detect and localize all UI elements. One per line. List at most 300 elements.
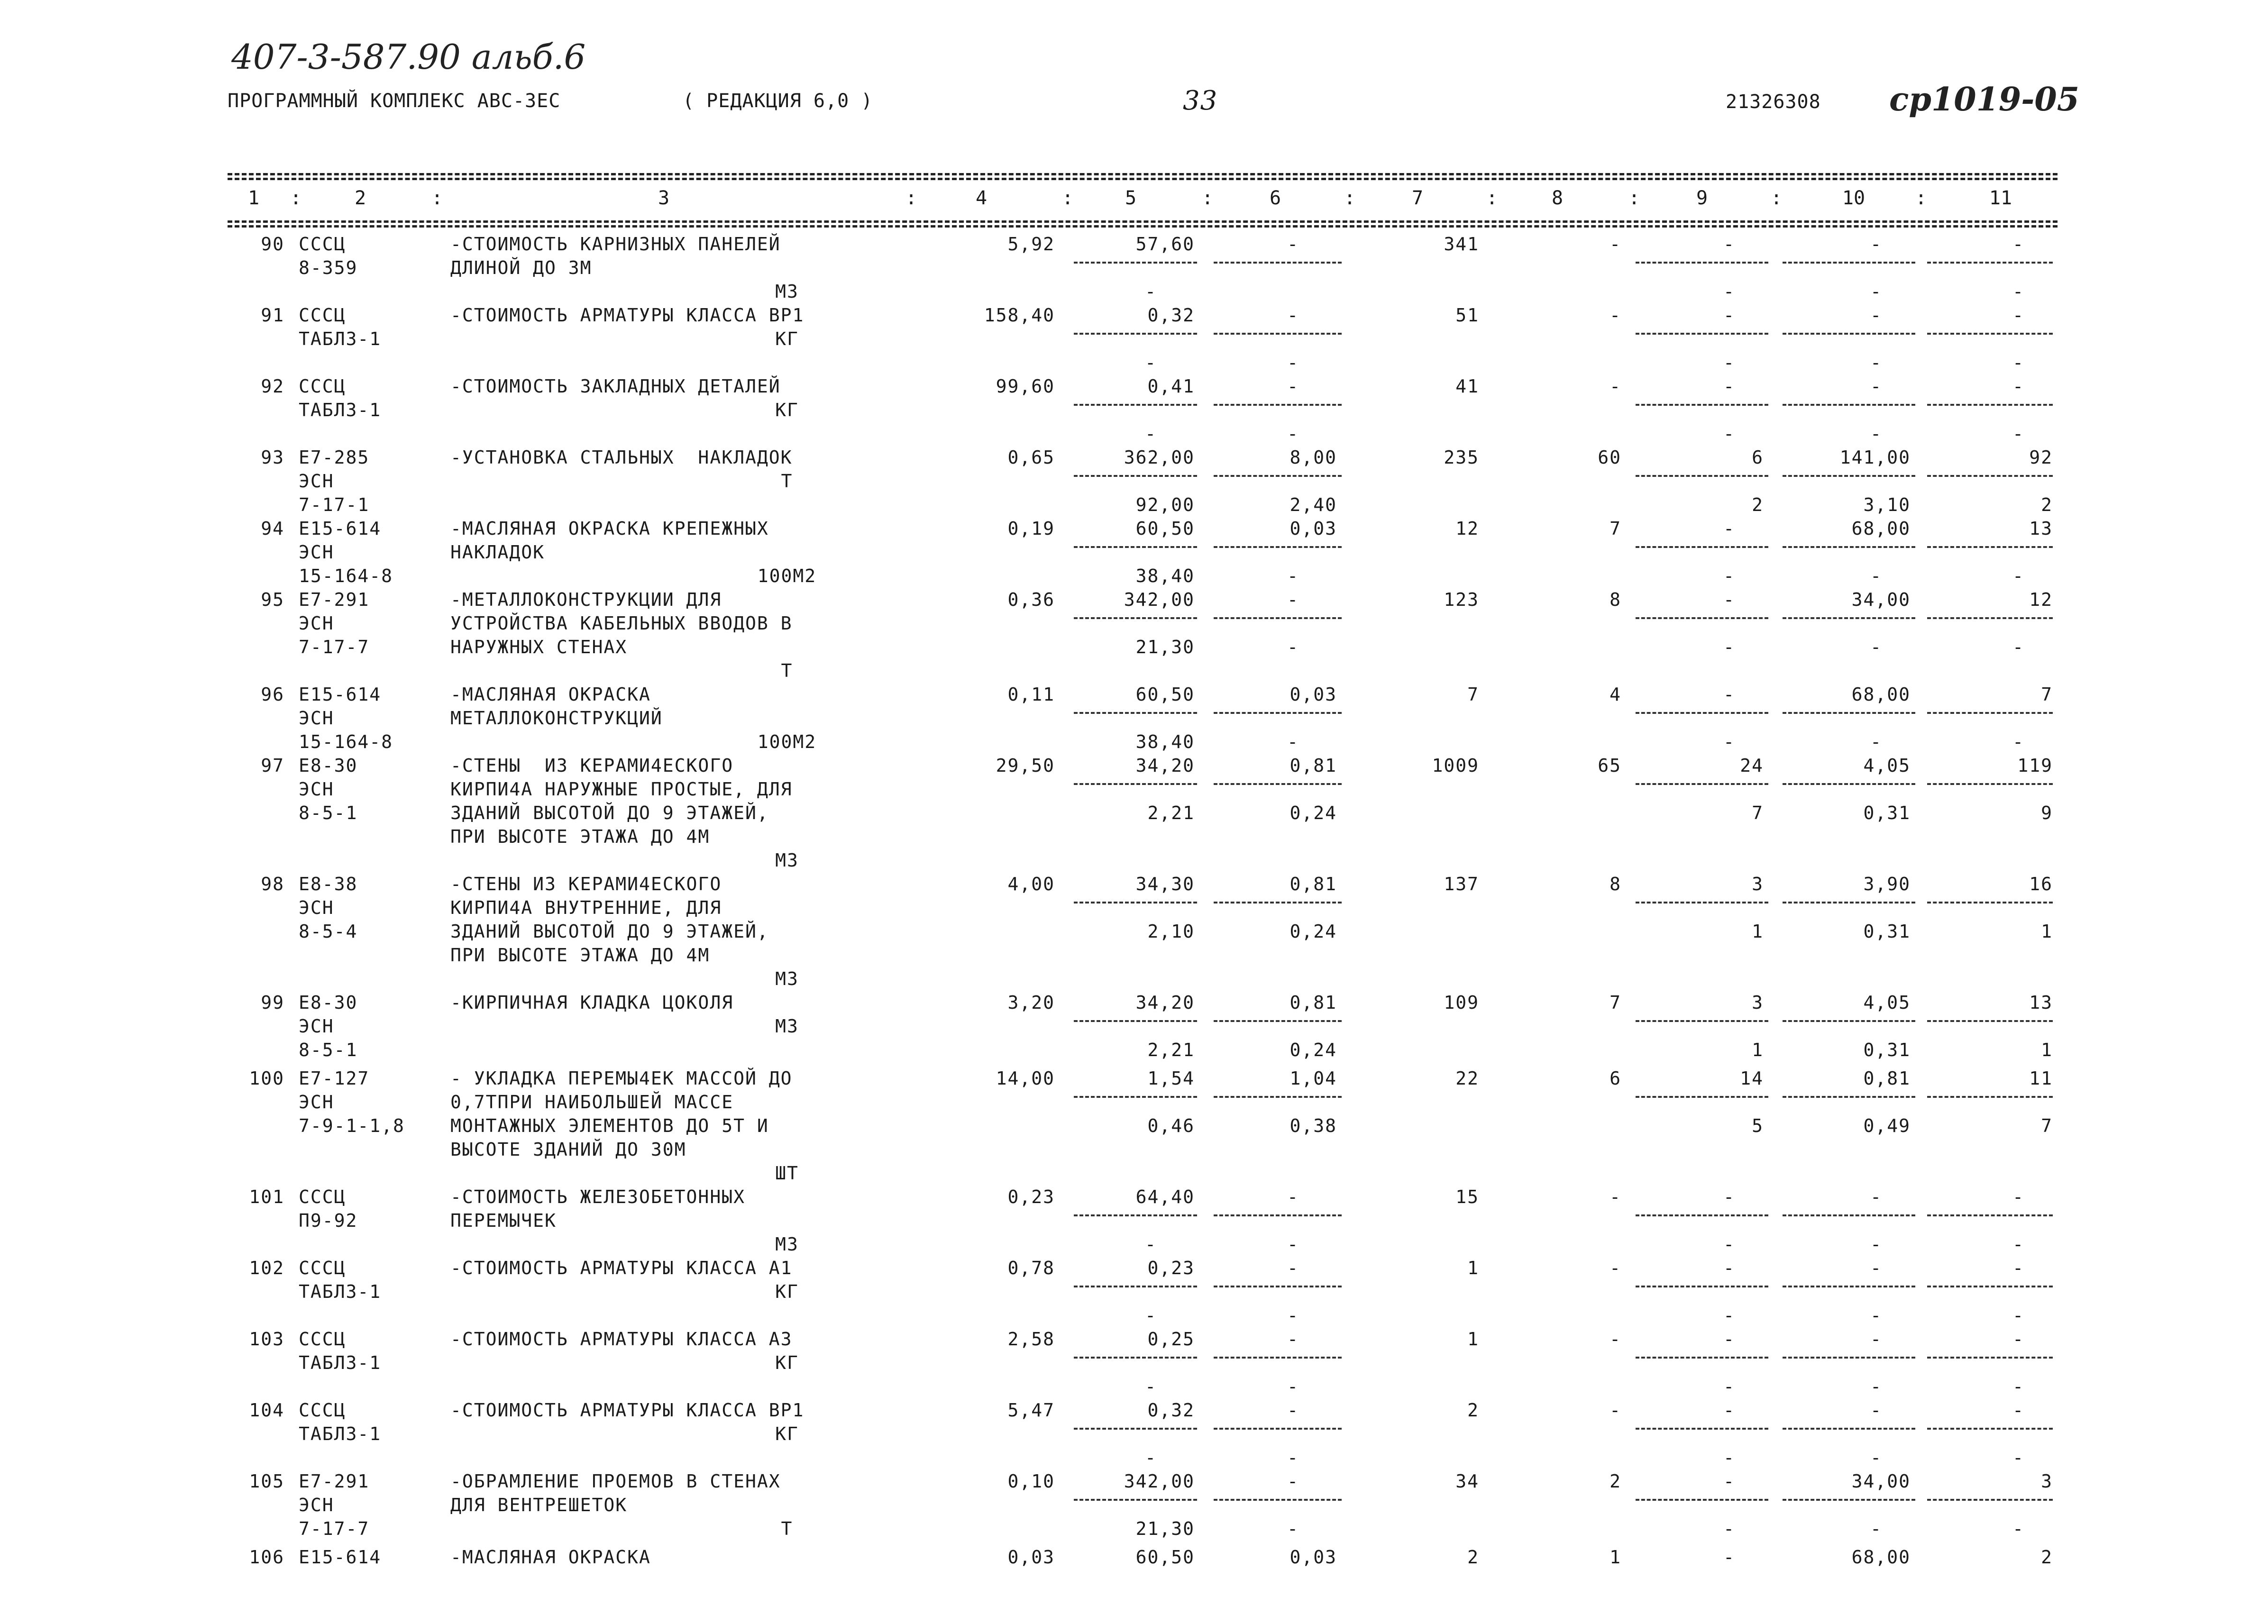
machine-total-value: - <box>1723 518 1735 539</box>
unit-cost-value: 60,50 <box>1135 1547 1195 1568</box>
cell-divider <box>1783 1020 1915 1022</box>
cell-divider <box>1783 1286 1915 1287</box>
machine-total-value-secondary: - <box>1723 281 1735 302</box>
cell-divider <box>1074 1428 1197 1430</box>
unit-of-measure: М3 <box>775 968 799 989</box>
cell-divider <box>1636 1428 1768 1430</box>
column-header-5: 5 <box>1125 187 1137 209</box>
norm-code: 8-5-1 <box>299 1040 358 1060</box>
labor-total-value: - <box>2012 376 2024 397</box>
labor-total-value-secondary: 9 <box>2041 803 2053 823</box>
unit-of-measure: КГ <box>775 1423 799 1444</box>
unit-of-measure: М3 <box>775 1234 799 1255</box>
machine-total-value-secondary: - <box>1723 566 1735 586</box>
column-header-6: 6 <box>1269 187 1281 209</box>
unit-cost-value-secondary: - <box>1145 1305 1157 1326</box>
machine-total-value: 14 <box>1740 1068 1764 1089</box>
machine-total-value-secondary: 1 <box>1752 1040 1764 1060</box>
unit-machine-value-secondary: - <box>1287 1305 1299 1326</box>
cell-divider <box>1927 712 2053 714</box>
labor-value: 0,81 <box>1863 1068 1911 1089</box>
norm-code: 8-5-1 <box>299 803 358 823</box>
norm-code: 8-359 <box>299 257 358 278</box>
machine-total-value-secondary: - <box>1723 1447 1735 1468</box>
work-description: -МАСЛЯНАЯ ОКРАСКА <box>450 684 651 705</box>
unit-cost-value: 0,32 <box>1147 305 1195 326</box>
quantity-value: 0,19 <box>1007 518 1055 539</box>
norm-code: СССЦ <box>299 376 346 397</box>
labor-value: - <box>1870 376 1882 397</box>
work-description: -СТОИМОСТЬ АРМАТУРЫ КЛАССА А1 <box>450 1258 793 1278</box>
edition-label: ( РЕДАКЦИЯ 6,0 ) <box>683 90 873 112</box>
machine-total-value: - <box>1723 234 1735 255</box>
labor-value: - <box>1870 1186 1882 1207</box>
norm-code: СССЦ <box>299 1186 346 1207</box>
column-separator: : <box>1486 187 1498 209</box>
quantity-value: 4,00 <box>1007 874 1055 894</box>
labor-total-value-secondary: - <box>2012 1305 2024 1326</box>
cell-divider <box>1927 783 2053 785</box>
cell-divider <box>1214 712 1342 714</box>
norm-code: СССЦ <box>299 305 346 326</box>
unit-cost-value-secondary: 2,21 <box>1147 1040 1195 1060</box>
handwritten-sheet-code: ср1019-05 <box>1889 81 2080 119</box>
unit-cost-value-secondary: - <box>1145 281 1157 302</box>
labor-value: 68,00 <box>1851 518 1911 539</box>
unit-cost-value: 60,50 <box>1135 518 1195 539</box>
cell-divider <box>1214 1286 1342 1287</box>
work-description: ПЕРЕМЫЧЕК <box>450 1210 557 1231</box>
unit-machine-value-secondary: - <box>1287 423 1299 444</box>
norm-code: 15-164-8 <box>299 731 393 752</box>
unit-of-measure: М3 <box>775 281 799 302</box>
labor-total-value: - <box>2012 1329 2024 1350</box>
norm-code: Е8-30 <box>299 992 358 1013</box>
work-description: -КИРПИЧНАЯ КЛАДКА ЦОКОЛЯ <box>450 992 734 1013</box>
labor-total-value-secondary: 1 <box>2041 1040 2053 1060</box>
unit-cost-value-secondary: 38,40 <box>1135 731 1195 752</box>
labor-value: 141,00 <box>1839 447 1911 468</box>
labor-total-value: 119 <box>2017 755 2053 776</box>
unit-of-measure: КГ <box>775 328 799 349</box>
norm-code: 7-17-7 <box>299 1518 370 1539</box>
labor-value-secondary: 0,49 <box>1863 1115 1911 1136</box>
machine-total-value-secondary: 7 <box>1752 803 1764 823</box>
cell-divider <box>1783 1428 1915 1430</box>
labor-total-value: - <box>2012 1258 2024 1278</box>
norm-code: ТАБЛ3-1 <box>299 1423 382 1444</box>
unit-of-measure: КГ <box>775 400 799 420</box>
total-cost-value: 235 <box>1444 447 1479 468</box>
quantity-value: 0,78 <box>1007 1258 1055 1278</box>
cell-divider <box>1074 783 1197 785</box>
row-number: 105 <box>249 1471 284 1492</box>
cell-divider <box>1636 262 1768 264</box>
work-description: КИРПИ4А ВНУТРЕННИЕ, ДЛЯ <box>450 897 722 918</box>
wages-value: 8 <box>1610 874 1621 894</box>
labor-total-value: 11 <box>2029 1068 2053 1089</box>
wages-value: - <box>1610 234 1621 255</box>
cell-divider <box>1927 1214 2053 1216</box>
unit-machine-value: - <box>1287 234 1299 255</box>
row-number: 91 <box>261 305 284 326</box>
cell-divider <box>1214 1499 1342 1501</box>
quantity-value: 14,00 <box>996 1068 1055 1089</box>
labor-value-secondary: 0,31 <box>1863 921 1911 942</box>
labor-total-value: 92 <box>2029 447 2053 468</box>
cell-divider <box>1927 1020 2053 1022</box>
labor-total-value-secondary: 2 <box>2041 494 2053 515</box>
cell-divider <box>1074 1020 1197 1022</box>
column-header-4: 4 <box>975 187 988 209</box>
unit-of-measure: Т <box>781 660 793 681</box>
unit-machine-value-secondary: - <box>1287 1376 1299 1397</box>
labor-value: - <box>1870 234 1882 255</box>
wages-value: - <box>1610 305 1621 326</box>
norm-code: Е7-285 <box>299 447 370 468</box>
cell-divider <box>1074 1499 1197 1501</box>
cell-divider <box>1783 712 1915 714</box>
unit-of-measure: КГ <box>775 1281 799 1302</box>
machine-total-value: - <box>1723 684 1735 705</box>
work-description: -МЕТАЛЛОКОНСТРУКЦИИ ДЛЯ <box>450 589 722 610</box>
cell-divider <box>1214 1428 1342 1430</box>
cell-divider <box>1927 617 2053 619</box>
unit-cost-value: 342,00 <box>1124 589 1195 610</box>
column-header-11: 11 <box>1989 187 2012 209</box>
machine-total-value: - <box>1723 1258 1735 1278</box>
cell-divider <box>1074 404 1197 406</box>
quantity-value: 0,36 <box>1007 589 1055 610</box>
cell-divider <box>1074 1357 1197 1359</box>
unit-machine-value-secondary: - <box>1287 1447 1299 1468</box>
cell-divider <box>1927 1357 2053 1359</box>
work-description: -СТЕНЫ ИЗ КЕРАМИ4ЕСКОГО <box>450 755 734 776</box>
labor-total-value: - <box>2012 1400 2024 1421</box>
labor-value: 68,00 <box>1851 1547 1911 1568</box>
column-header-2: 2 <box>354 187 366 209</box>
column-separator: : <box>431 187 443 209</box>
norm-code: Е7-291 <box>299 589 370 610</box>
cell-divider <box>1783 475 1915 477</box>
norm-code: СССЦ <box>299 234 346 255</box>
labor-total-value: 13 <box>2029 518 2053 539</box>
cell-divider <box>1214 617 1342 619</box>
labor-value-secondary: - <box>1870 281 1882 302</box>
quantity-value: 3,20 <box>1007 992 1055 1013</box>
column-separator: : <box>1915 187 1927 209</box>
unit-machine-value-secondary: - <box>1287 637 1299 657</box>
total-cost-value: 123 <box>1444 589 1479 610</box>
norm-code: Е15-614 <box>299 684 382 705</box>
column-separator: : <box>1202 187 1214 209</box>
machine-total-value: - <box>1723 1186 1735 1207</box>
work-description: КИРПИ4А НАРУЖНЫЕ ПРОСТЫЕ, ДЛЯ <box>450 779 793 800</box>
unit-cost-value: 34,20 <box>1135 755 1195 776</box>
row-number: 98 <box>261 874 284 894</box>
labor-total-value-secondary: - <box>2012 1447 2024 1468</box>
wages-value: 65 <box>1598 755 1621 776</box>
work-description: 0,7ТПРИ НАИБОЛЬШЕЙ МАССЕ <box>450 1092 734 1113</box>
unit-cost-value-secondary: 0,46 <box>1147 1115 1195 1136</box>
unit-cost-value: 60,50 <box>1135 684 1195 705</box>
cell-divider <box>1214 783 1342 785</box>
unit-cost-value-secondary: 2,10 <box>1147 921 1195 942</box>
cell-divider <box>1074 617 1197 619</box>
unit-machine-value-secondary: - <box>1287 1518 1299 1539</box>
cell-divider <box>1783 404 1915 406</box>
cell-divider <box>1927 1096 2053 1098</box>
total-cost-value: 137 <box>1444 874 1479 894</box>
unit-of-measure: М3 <box>775 1016 799 1037</box>
norm-code: П9-92 <box>299 1210 358 1231</box>
cell-divider <box>1783 1096 1915 1098</box>
quantity-value: 0,65 <box>1007 447 1055 468</box>
quantity-value: 0,10 <box>1007 1471 1055 1492</box>
work-description: НАРУЖНЫХ СТЕНАХ <box>450 637 628 657</box>
unit-of-measure: М3 <box>775 850 799 871</box>
unit-machine-value-secondary: - <box>1287 566 1299 586</box>
program-title: ПРОГРАММНЫЙ КОМПЛЕКС АВС-3ЕС <box>228 90 561 112</box>
cell-divider <box>1927 475 2053 477</box>
labor-value: 4,05 <box>1863 992 1911 1013</box>
norm-code: ЭСН <box>299 1092 334 1113</box>
machine-total-value-secondary: - <box>1723 1305 1735 1326</box>
machine-total-value: - <box>1723 376 1735 397</box>
quantity-value: 5,47 <box>1007 1400 1055 1421</box>
cell-divider <box>1214 1020 1342 1022</box>
work-description: ДЛЯ ВЕНТРЕШЕТОК <box>450 1495 628 1515</box>
labor-value-secondary: - <box>1870 352 1882 373</box>
unit-cost-value: 1,54 <box>1147 1068 1195 1089</box>
labor-total-value-secondary: - <box>2012 1234 2024 1255</box>
cell-divider <box>1214 475 1342 477</box>
unit-machine-value-secondary: 0,38 <box>1289 1115 1337 1136</box>
unit-cost-value-secondary: - <box>1145 352 1157 373</box>
total-cost-value: 1 <box>1467 1258 1479 1278</box>
total-cost-value: 51 <box>1455 305 1479 326</box>
row-number: 95 <box>261 589 284 610</box>
total-cost-value: 22 <box>1455 1068 1479 1089</box>
labor-total-value-secondary: - <box>2012 1518 2024 1539</box>
labor-value-secondary: - <box>1870 1447 1882 1468</box>
machine-total-value: - <box>1723 1329 1735 1350</box>
row-number: 103 <box>249 1329 284 1350</box>
row-number: 106 <box>249 1547 284 1568</box>
row-number: 94 <box>261 518 284 539</box>
wages-value: 6 <box>1610 1068 1621 1089</box>
work-description: УСТРОЙСТВА КАБЕЛЬНЫХ ВВОДОВ В <box>450 613 793 634</box>
unit-machine-value-secondary: 0,24 <box>1289 1040 1337 1060</box>
labor-value: - <box>1870 1329 1882 1350</box>
unit-machine-value: 0,03 <box>1289 1547 1337 1568</box>
norm-code: ТАБЛ3-1 <box>299 1352 382 1373</box>
cell-divider <box>1636 475 1768 477</box>
cell-divider <box>1074 712 1197 714</box>
norm-code: Е15-614 <box>299 1547 382 1568</box>
column-separator: : <box>905 187 917 209</box>
unit-machine-value-secondary: - <box>1287 1234 1299 1255</box>
unit-machine-value-secondary: - <box>1287 352 1299 373</box>
unit-machine-value: - <box>1287 305 1299 326</box>
unit-machine-value: 0,81 <box>1289 874 1337 894</box>
labor-total-value-secondary: - <box>2012 637 2024 657</box>
labor-total-value-secondary: - <box>2012 1376 2024 1397</box>
row-number: 97 <box>261 755 284 776</box>
total-cost-value: 15 <box>1455 1186 1479 1207</box>
total-cost-value: 2 <box>1467 1400 1479 1421</box>
unit-of-measure: Т <box>781 471 793 492</box>
unit-cost-value-secondary: - <box>1145 1447 1157 1468</box>
machine-total-value: - <box>1723 589 1735 610</box>
norm-code: СССЦ <box>299 1400 346 1421</box>
cell-divider <box>1927 1428 2053 1430</box>
unit-cost-value-secondary: 38,40 <box>1135 566 1195 586</box>
work-description: ЗДАНИЙ ВЫСОТОЙ ДО 9 ЭТАЖЕЙ, <box>450 803 769 823</box>
unit-cost-value: 0,41 <box>1147 376 1195 397</box>
column-header-1: 1 <box>247 187 260 209</box>
cell-divider <box>1074 902 1197 903</box>
unit-machine-value-secondary: 0,24 <box>1289 803 1337 823</box>
machine-total-value-secondary: - <box>1723 1376 1735 1397</box>
work-description: -СТЕНЫ ИЗ КЕРАМИ4ЕСКОГО <box>450 874 722 894</box>
cell-divider <box>1783 1357 1915 1359</box>
labor-total-value: 2 <box>2041 1547 2053 1568</box>
cell-divider <box>1074 475 1197 477</box>
labor-value-secondary: - <box>1870 1234 1882 1255</box>
total-cost-value: 1 <box>1467 1329 1479 1350</box>
row-number: 102 <box>249 1258 284 1278</box>
unit-machine-value: - <box>1287 589 1299 610</box>
cell-divider <box>1783 902 1915 903</box>
unit-cost-value-secondary: - <box>1145 423 1157 444</box>
unit-of-measure: Т <box>781 1518 793 1539</box>
unit-of-measure: 100М2 <box>757 566 817 586</box>
norm-code: СССЦ <box>299 1329 346 1350</box>
cell-divider <box>1636 1499 1768 1501</box>
work-description: ЗДАНИЙ ВЫСОТОЙ ДО 9 ЭТАЖЕЙ, <box>450 921 769 942</box>
total-cost-value: 34 <box>1455 1471 1479 1492</box>
cell-divider <box>1636 404 1768 406</box>
norm-code: 7-17-7 <box>299 637 370 657</box>
row-number: 90 <box>261 234 284 255</box>
unit-of-measure: КГ <box>775 1352 799 1373</box>
unit-cost-value-secondary: 21,30 <box>1135 1518 1195 1539</box>
norm-code: ЭСН <box>299 613 334 634</box>
row-number: 92 <box>261 376 284 397</box>
work-description: -СТОИМОСТЬ ЖЕЛЕЗОБЕТОННЫХ <box>450 1186 745 1207</box>
unit-cost-value: 34,20 <box>1135 992 1195 1013</box>
machine-total-value: - <box>1723 1547 1735 1568</box>
cell-divider <box>1783 333 1915 335</box>
unit-machine-value: - <box>1287 1186 1299 1207</box>
cell-divider <box>1927 546 2053 548</box>
labor-value: 3,90 <box>1863 874 1911 894</box>
machine-total-value: - <box>1723 1471 1735 1492</box>
labor-value: 34,00 <box>1851 589 1911 610</box>
cell-divider <box>1636 1214 1768 1216</box>
column-separator: : <box>1771 187 1783 209</box>
cell-divider <box>1636 712 1768 714</box>
labor-value: 34,00 <box>1851 1471 1911 1492</box>
unit-machine-value: 0,81 <box>1289 992 1337 1013</box>
work-description: МЕТАЛЛОКОНСТРУКЦИЙ <box>450 708 663 729</box>
document-number: 21326308 <box>1726 91 1821 113</box>
unit-machine-value: - <box>1287 376 1299 397</box>
norm-code: ТАБЛ3-1 <box>299 400 382 420</box>
unit-machine-value-secondary: 0,24 <box>1289 921 1337 942</box>
column-header-8: 8 <box>1551 187 1564 209</box>
cell-divider <box>1636 1096 1768 1098</box>
machine-total-value-secondary: 2 <box>1752 494 1764 515</box>
row-number: 96 <box>261 684 284 705</box>
cell-divider <box>1214 902 1342 903</box>
labor-total-value-secondary: - <box>2012 566 2024 586</box>
machine-total-value: 3 <box>1752 992 1764 1013</box>
cell-divider <box>1636 617 1768 619</box>
wages-value: - <box>1610 1186 1621 1207</box>
row-number: 100 <box>249 1068 284 1089</box>
unit-machine-value: - <box>1287 1471 1299 1492</box>
labor-total-value: - <box>2012 234 2024 255</box>
cell-divider <box>1074 262 1197 264</box>
row-number: 104 <box>249 1400 284 1421</box>
unit-of-measure: 100М2 <box>757 731 817 752</box>
norm-code: ЭСН <box>299 471 334 492</box>
wages-value: 4 <box>1610 684 1621 705</box>
page-number: 33 <box>1183 85 1218 116</box>
work-description: -СТОИМОСТЬ КАРНИЗНЫХ ПАНЕЛЕЙ <box>450 234 781 255</box>
unit-machine-value-secondary: 2,40 <box>1289 494 1337 515</box>
cell-divider <box>1783 1499 1915 1501</box>
work-description: МОНТАЖНЫХ ЭЛЕМЕНТОВ ДО 5Т И <box>450 1115 769 1136</box>
labor-total-value: - <box>2012 305 2024 326</box>
work-description: -СТОИМОСТЬ АРМАТУРЫ КЛАССА ВР1 <box>450 305 805 326</box>
labor-total-value-secondary: - <box>2012 423 2024 444</box>
labor-value: 68,00 <box>1851 684 1911 705</box>
cell-divider <box>1636 1357 1768 1359</box>
wages-value: 8 <box>1610 589 1621 610</box>
norm-code: 8-5-4 <box>299 921 358 942</box>
work-description: -МАСЛЯНАЯ ОКРАСКА КРЕПЕЖНЫХ <box>450 518 769 539</box>
quantity-value: 0,11 <box>1007 684 1055 705</box>
unit-cost-value-secondary: 2,21 <box>1147 803 1195 823</box>
norm-code: Е7-291 <box>299 1471 370 1492</box>
labor-total-value-secondary: 7 <box>2041 1115 2053 1136</box>
row-number: 99 <box>261 992 284 1013</box>
work-description: -ОБРАМЛЕНИЕ ПРОЕМОВ В СТЕНАХ <box>450 1471 781 1492</box>
cell-divider <box>1927 404 2053 406</box>
work-description: ВЫСОТЕ ЗДАНИЙ ДО 30М <box>450 1139 686 1160</box>
norm-code: ЭСН <box>299 542 334 563</box>
labor-value: - <box>1870 305 1882 326</box>
total-cost-value: 341 <box>1444 234 1479 255</box>
cell-divider <box>1783 783 1915 785</box>
machine-total-value-secondary: - <box>1723 637 1735 657</box>
unit-machine-value: - <box>1287 1400 1299 1421</box>
cell-divider <box>1074 546 1197 548</box>
cell-divider <box>1783 1214 1915 1216</box>
cell-divider <box>1636 783 1768 785</box>
norm-code: ТАБЛ3-1 <box>299 1281 382 1302</box>
unit-cost-value-secondary: - <box>1145 1234 1157 1255</box>
cell-divider <box>1214 1096 1342 1098</box>
unit-machine-value: 0,03 <box>1289 518 1337 539</box>
total-cost-value: 2 <box>1467 1547 1479 1568</box>
column-separator: : <box>290 187 302 209</box>
machine-total-value: - <box>1723 305 1735 326</box>
wages-value: - <box>1610 1329 1621 1350</box>
